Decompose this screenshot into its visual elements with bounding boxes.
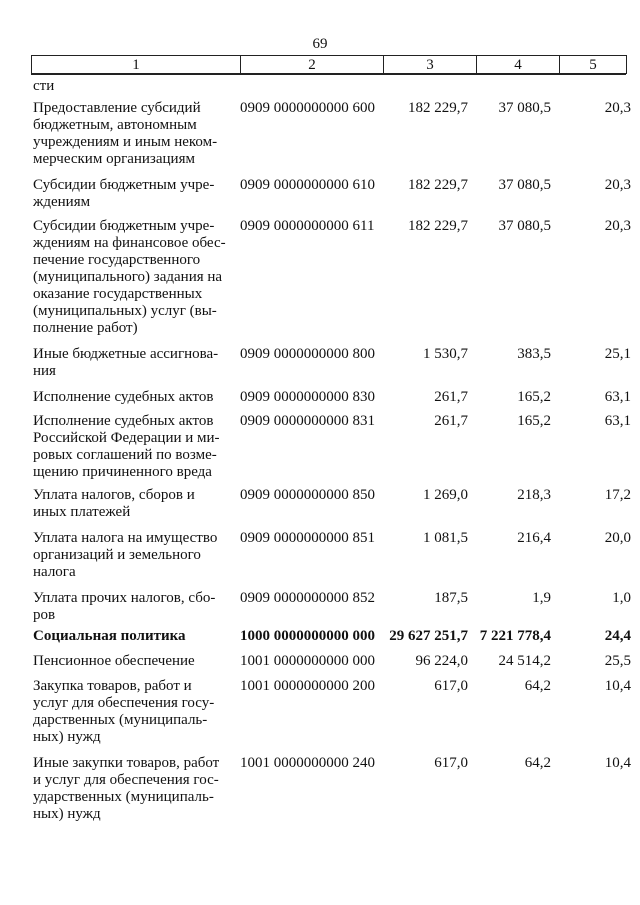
row-name-line: ных) нужд	[33, 729, 101, 745]
row-value-plan: 182 229,7	[408, 218, 468, 234]
row-name-line: (муниципального) задания на	[33, 269, 223, 285]
row-value-plan: 96 224,0	[415, 653, 468, 669]
column-header-1: 1	[32, 56, 241, 74]
row-value-plan: 261,7	[434, 389, 468, 405]
row-name-line: налога	[33, 564, 76, 580]
row-name-line: ров	[33, 607, 56, 623]
row-value-actual: 37 080,5	[498, 100, 551, 116]
row-name-line: мерческим организациям	[33, 151, 195, 167]
column-header-2: 2	[241, 56, 384, 74]
row-name-line: щению причиненного вреда	[33, 464, 212, 480]
row-name-line: сти	[33, 78, 55, 94]
row-name	[33, 678, 233, 746]
row-value-actual: 37 080,5	[498, 177, 551, 193]
row-name-line: Социальная политика	[33, 628, 186, 644]
row-value-percent: 25,1	[604, 346, 631, 362]
row-code: 0909 0000000000 851	[240, 530, 375, 546]
row-value-percent: 20,0	[604, 530, 631, 546]
row-value-percent: 20,3	[604, 218, 631, 234]
row-name	[33, 590, 233, 624]
row-name-line: Российской Федерации и ми-	[33, 430, 220, 446]
row-name-line: ных) нужд	[33, 806, 101, 822]
row-value-actual: 37 080,5	[498, 218, 551, 234]
row-name	[33, 653, 233, 670]
row-value-actual: 165,2	[517, 413, 551, 429]
row-code: 0909 0000000000 831	[240, 413, 375, 429]
row-name-line: Уплата налогов, сборов и	[33, 487, 195, 503]
column-header	[31, 55, 627, 74]
row-name-line: Уплата налога на имущество	[33, 530, 218, 546]
row-code: 0909 0000000000 830	[240, 389, 375, 405]
row-name	[33, 218, 233, 337]
row-name-line: Иные закупки товаров, работ	[33, 755, 220, 771]
row-name-line: бюджетным, автономным	[33, 117, 197, 133]
row-code: 1000 0000000000 000	[240, 628, 375, 644]
row-value-plan: 182 229,7	[408, 100, 468, 116]
column-header-4: 4	[477, 56, 560, 74]
row-value-percent: 63,1	[604, 389, 631, 405]
row-value-actual: 1,9	[532, 590, 551, 606]
row-value-plan: 261,7	[434, 413, 468, 429]
column-header-3: 3	[384, 56, 477, 74]
row-name-line: и услуг для обеспечения гос-	[33, 772, 219, 788]
row-value-percent: 10,4	[604, 678, 631, 694]
row-name-line: ждениям на финансовое обес-	[33, 235, 226, 251]
row-name-line: Закупка товаров, работ и	[33, 678, 192, 694]
row-name	[33, 755, 233, 823]
row-code: 1001 0000000000 200	[240, 678, 375, 694]
row-name-line: Исполнение судебных актов	[33, 413, 214, 429]
row-value-actual: 7 221 778,4	[479, 628, 551, 644]
row-name	[33, 389, 233, 406]
row-name-line: учреждениям и иным неком-	[33, 134, 218, 150]
row-name-line: Пенсионное обеспечение	[33, 653, 195, 669]
row-value-plan: 29 627 251,7	[389, 628, 468, 644]
row-name	[33, 530, 233, 581]
row-code: 1001 0000000000 000	[240, 653, 375, 669]
row-name-line: Предоставление субсидий	[33, 100, 201, 116]
row-name	[33, 413, 233, 481]
row-value-plan: 1 530,7	[423, 346, 468, 362]
row-value-percent: 1,0	[612, 590, 631, 606]
row-value-actual: 383,5	[517, 346, 551, 362]
row-name-line: ния	[33, 363, 56, 379]
row-value-plan: 182 229,7	[408, 177, 468, 193]
row-name-line: Субсидии бюджетным учре-	[33, 177, 215, 193]
row-code: 1001 0000000000 240	[240, 755, 375, 771]
row-code: 0909 0000000000 850	[240, 487, 375, 503]
row-name-line: ударственных (муниципаль-	[33, 789, 214, 805]
row-value-percent: 25,5	[604, 653, 631, 669]
row-code: 0909 0000000000 611	[240, 218, 375, 234]
row-value-percent: 20,3	[604, 177, 631, 193]
row-value-actual: 24 514,2	[498, 653, 551, 669]
row-name-line: Субсидии бюджетным учре-	[33, 218, 215, 234]
row-code: 0909 0000000000 610	[240, 177, 375, 193]
row-value-plan: 187,5	[434, 590, 468, 606]
row-value-plan: 617,0	[434, 678, 468, 694]
row-name-line: ровых соглашений по возме-	[33, 447, 217, 463]
page-number: 69	[312, 36, 328, 52]
row-value-percent: 63,1	[604, 413, 631, 429]
row-value-plan: 617,0	[434, 755, 468, 771]
row-value-percent: 20,3	[604, 100, 631, 116]
row-name-line: Исполнение судебных актов	[33, 389, 214, 405]
row-value-actual: 216,4	[517, 530, 551, 546]
row-value-plan: 1 081,5	[423, 530, 468, 546]
row-value-percent: 10,4	[604, 755, 631, 771]
row-name-line: дарственных (муниципаль-	[33, 712, 208, 728]
row-value-percent: 24,4	[604, 628, 631, 644]
row-code: 0909 0000000000 600	[240, 100, 375, 116]
row-name	[33, 177, 233, 211]
row-name	[33, 487, 233, 521]
row-name	[33, 100, 233, 168]
row-value-actual: 165,2	[517, 389, 551, 405]
row-value-actual: 64,2	[524, 755, 551, 771]
row-value-percent: 17,2	[604, 487, 631, 503]
row-name-line: иных платежей	[33, 504, 131, 520]
row-name	[33, 346, 233, 380]
row-name-line: ждениям	[33, 194, 91, 210]
row-name	[33, 628, 233, 645]
row-name-line: (муниципальных) услуг (вы-	[33, 303, 217, 319]
column-header-5: 5	[560, 56, 627, 74]
row-value-actual: 64,2	[524, 678, 551, 694]
row-value-plan: 1 269,0	[423, 487, 468, 503]
row-name-line: Уплата прочих налогов, сбо-	[33, 590, 216, 606]
row-code: 0909 0000000000 800	[240, 346, 375, 362]
row-name-line: полнение работ)	[33, 320, 138, 336]
row-name-line: услуг для обеспечения госу-	[33, 695, 215, 711]
row-name-line: Иные бюджетные ассигнова-	[33, 346, 219, 362]
row-name-line: оказание государственных	[33, 286, 203, 302]
row-code: 0909 0000000000 852	[240, 590, 375, 606]
header-rule	[31, 74, 626, 75]
row-value-actual: 218,3	[517, 487, 551, 503]
row-name-line: организаций и земельного	[33, 547, 201, 563]
row-name-line: печение государственного	[33, 252, 201, 268]
row-name	[33, 78, 233, 95]
